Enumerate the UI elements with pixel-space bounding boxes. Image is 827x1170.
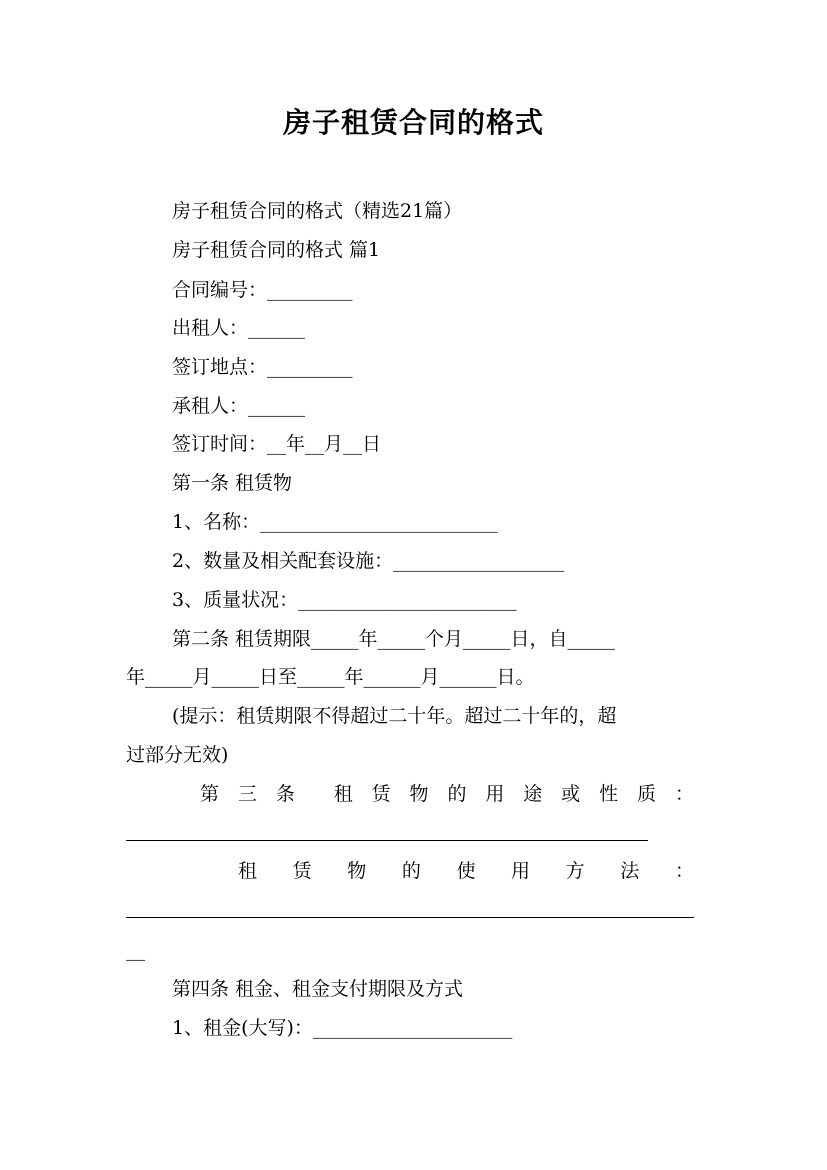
hint-line: (提示：租赁期限不得超过二十年。超过二十年的，超 bbox=[172, 705, 617, 727]
article-3-char: 条 bbox=[275, 783, 295, 805]
item-name-line: 1、名称：_________________________ bbox=[172, 511, 498, 533]
article-3-char: ： bbox=[674, 783, 694, 805]
subtitle-line: 房子租赁合同的格式（精选21篇） bbox=[172, 200, 463, 222]
usage-char: ： bbox=[674, 860, 694, 882]
article-3-char: 第 bbox=[200, 783, 220, 805]
usage-method-heading bbox=[238, 857, 694, 885]
usage-char: 赁 bbox=[292, 860, 312, 882]
article-3-char: 物 bbox=[409, 783, 429, 805]
article-3-char: 的 bbox=[447, 783, 467, 805]
signing-time-line: 签订时间：__年__月__日 bbox=[172, 433, 382, 455]
article-3-heading bbox=[200, 780, 694, 808]
usage-char: 物 bbox=[347, 860, 367, 882]
article-3-blank bbox=[126, 840, 648, 841]
hint-line-cont: 过部分无效) bbox=[126, 744, 229, 766]
contract-number-line: 合同编号：_________ bbox=[172, 279, 353, 301]
usage-method-blank bbox=[126, 917, 694, 918]
lessor-line: 出租人：______ bbox=[172, 317, 306, 339]
signing-place-line: 签订地点：_________ bbox=[172, 356, 353, 378]
article-3-char: 租 bbox=[333, 783, 353, 805]
rent-amount-line: 1、租金(大写)：_____________________ bbox=[172, 1017, 513, 1039]
usage-method-blank-cont: __ bbox=[126, 939, 145, 961]
article-2-line-cont: 年_____月_____日至_____年______月______日。 bbox=[126, 666, 535, 688]
item-quantity-line: 2、数量及相关配套设施：__________________ bbox=[172, 550, 565, 572]
article-4-heading: 第四条 租金、租金支付期限及方式 bbox=[172, 978, 464, 1000]
article-3-char: 三 bbox=[237, 783, 257, 805]
lessee-line: 承租人：______ bbox=[172, 395, 306, 417]
usage-char: 方 bbox=[565, 860, 585, 882]
section-heading: 房子租赁合同的格式 篇1 bbox=[172, 239, 381, 261]
usage-char: 的 bbox=[401, 860, 421, 882]
usage-char: 法 bbox=[620, 860, 640, 882]
article-1-heading: 第一条 租赁物 bbox=[172, 472, 293, 494]
article-3-char: 用 bbox=[485, 783, 505, 805]
article-3-char: 或 bbox=[561, 783, 581, 805]
usage-char: 租 bbox=[238, 860, 258, 882]
article-3-char: 质 bbox=[636, 783, 656, 805]
article-3-char: 途 bbox=[523, 783, 543, 805]
usage-char: 使 bbox=[456, 860, 476, 882]
article-3-char: 性 bbox=[599, 783, 619, 805]
document-title: 房子租赁合同的格式 bbox=[282, 106, 544, 139]
item-quality-line: 3、质量状况：_______________________ bbox=[172, 589, 517, 611]
usage-char: 用 bbox=[511, 860, 531, 882]
article-3-char: 赁 bbox=[371, 783, 391, 805]
article-2-line: 第二条 租赁期限_____年_____个月_____日，自_____ bbox=[172, 628, 616, 650]
